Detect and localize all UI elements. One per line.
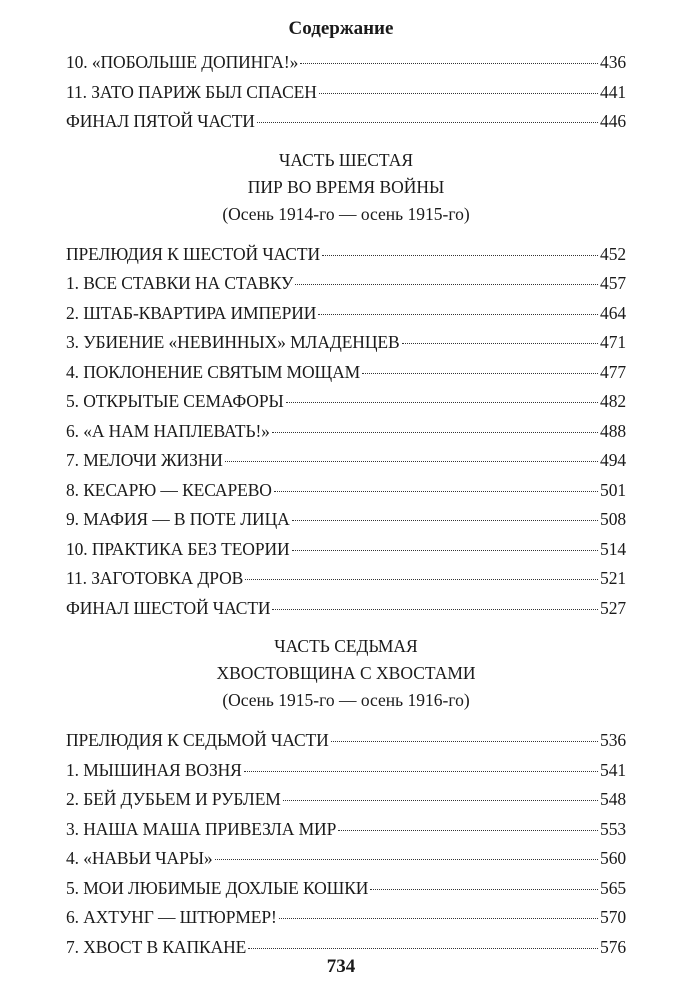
toc-entry-title: ФИНАЛ ПЯТОЙ ЧАСТИ: [66, 111, 255, 131]
dot-leader: [292, 510, 598, 521]
toc-entry: [66, 564, 626, 594]
running-header: Содержание: [288, 18, 394, 39]
toc-entry-page: 457: [600, 273, 626, 293]
toc-entry-title: 5. МОИ ЛЮБИМЫЕ ДОХЛЫЕ КОШКИ: [66, 877, 369, 898]
toc-list-part7: [66, 726, 626, 962]
part-period: (Осень 1914-го — осень 1915-го): [222, 203, 470, 224]
toc-entry: [66, 328, 626, 358]
toc-entry-page: 570: [600, 907, 626, 927]
toc-entry: [66, 299, 626, 329]
toc-entry-title: 9. МАФИЯ — В ПОТЕ ЛИЦА: [66, 509, 290, 529]
toc-entry: [66, 756, 626, 786]
toc-entry: [66, 505, 626, 535]
toc-entry-title: 7. МЕЛОЧИ ЖИЗНИ: [66, 450, 223, 470]
toc-entry-page: 464: [600, 302, 626, 323]
table-of-contents: [66, 48, 626, 962]
part-title: ПИР ВО ВРЕМЯ ВОЙНЫ: [247, 176, 445, 197]
toc-entry-page: 477: [600, 361, 626, 382]
dot-leader: [322, 245, 598, 256]
dot-leader: [272, 422, 598, 433]
toc-entry: [66, 387, 626, 417]
dot-leader: [215, 849, 599, 860]
part-title: ХВОСТОВЩИНА С ХВОСТАМИ: [216, 663, 476, 683]
toc-entry-page: 521: [600, 568, 626, 588]
toc-entry: [66, 107, 626, 137]
dot-leader: [300, 53, 598, 64]
dot-leader: [245, 569, 598, 580]
toc-entry: [66, 269, 626, 299]
toc-entry: [66, 844, 626, 874]
toc-entry-title: 6. АХТУНГ — ШТЮРМЕР!: [66, 907, 277, 927]
toc-entry-page: 471: [600, 332, 626, 352]
dot-leader: [292, 540, 599, 551]
toc-entry: [66, 476, 626, 506]
toc-entry-title: 3. НАША МАША ПРИВЕЗЛА МИР: [66, 818, 337, 839]
toc-entry-title: 4. ПОКЛОНЕНИЕ СВЯТЫМ МОЩАМ: [66, 361, 361, 382]
toc-entry-page: 541: [600, 759, 626, 780]
toc-entry-page: 482: [600, 391, 626, 411]
toc-entry-title: 10. «ПОБОЛЬШЕ ДОПИНГА!»: [66, 52, 299, 72]
toc-entry-title: 3. УБИЕНИЕ «НЕВИННЫХ» МЛАДЕНЦЕВ: [66, 332, 400, 352]
toc-entry: [66, 726, 626, 756]
toc-entry-title: 2. ШТАБ-КВАРТИРА ИМПЕРИИ: [66, 302, 317, 323]
toc-entry: [66, 903, 626, 933]
toc-entry-page: 501: [600, 479, 626, 500]
toc-entry: [66, 815, 626, 845]
toc-entry: [66, 48, 626, 78]
dot-leader: [248, 938, 598, 949]
dot-leader: [225, 451, 598, 462]
toc-entry-title: 1. МЫШИНАЯ ВОЗНЯ: [66, 759, 242, 780]
toc-entry-page: 576: [600, 936, 626, 957]
dot-leader: [272, 599, 598, 610]
dot-leader: [257, 112, 598, 123]
toc-entry-title: ПРЕЛЮДИЯ К СЕДЬМОЙ ЧАСТИ: [66, 730, 329, 750]
dot-leader: [318, 304, 598, 315]
toc-entry-page: 446: [600, 111, 626, 131]
toc-entry-title: 2. БЕЙ ДУБЬЕМ И РУБЛЕМ: [66, 789, 281, 809]
toc-entry: [66, 78, 626, 108]
toc-entry-title: 11. ЗАГОТОВКА ДРОВ: [66, 568, 244, 588]
dot-leader: [279, 908, 598, 919]
toc-entry-title: 8. КЕСАРЮ — КЕСАРЕВО: [66, 479, 272, 500]
toc-entry-page: 488: [600, 420, 626, 441]
toc-entry-page: 436: [600, 52, 626, 72]
toc-entry-title: 4. «НАВЬИ ЧАРЫ»: [66, 848, 213, 868]
toc-entry-page: 514: [600, 538, 626, 559]
toc-entry: [66, 874, 626, 904]
toc-entry: [66, 358, 626, 388]
toc-entry-page: 565: [600, 877, 626, 898]
dot-leader: [319, 83, 598, 94]
toc-entry-title: 11. ЗАТО ПАРИЖ БЫЛ СПАСЕН: [66, 81, 317, 102]
dot-leader: [402, 333, 599, 344]
dot-leader: [274, 481, 598, 492]
toc-entry-page: 536: [600, 730, 626, 750]
part-period: (Осень 1915-го — осень 1916-го): [222, 690, 470, 710]
toc-entry-page: 548: [600, 789, 626, 809]
dot-leader: [295, 274, 598, 285]
page-number: 734: [326, 956, 356, 977]
toc-entry: [66, 785, 626, 815]
dot-leader: [338, 820, 598, 831]
toc-entry-title: 10. ПРАКТИКА БЕЗ ТЕОРИИ: [66, 538, 290, 559]
toc-list-part6: [66, 240, 626, 624]
toc-entry: [66, 446, 626, 476]
toc-entry-page: 441: [600, 81, 626, 102]
toc-entry: [66, 594, 626, 624]
toc-entry-title: 1. ВСЕ СТАВКИ НА СТАВКУ: [66, 273, 294, 293]
dot-leader: [362, 363, 598, 374]
toc-entry: [66, 240, 626, 270]
part-label: ЧАСТЬ СЕДЬМАЯ: [274, 636, 418, 656]
toc-entry-title: 7. ХВОСТ В КАПКАНЕ: [66, 936, 247, 957]
toc-entry-title: ФИНАЛ ШЕСТОЙ ЧАСТИ: [66, 597, 271, 618]
toc-list-top: [66, 48, 626, 137]
dot-leader: [244, 761, 598, 772]
part-label: ЧАСТЬ ШЕСТАЯ: [278, 149, 414, 170]
toc-entry-page: 553: [600, 818, 626, 839]
toc-entry: [66, 535, 626, 565]
dot-leader: [331, 731, 598, 742]
toc-entry-page: 527: [600, 597, 626, 618]
toc-entry-page: 452: [600, 243, 626, 264]
dot-leader: [283, 790, 598, 801]
toc-entry-title: ПРЕЛЮДИЯ К ШЕСТОЙ ЧАСТИ: [66, 243, 321, 264]
toc-entry: [66, 417, 626, 447]
toc-entry-title: 6. «А НАМ НАПЛЕВАТЬ!»: [66, 420, 270, 441]
dot-leader: [286, 392, 598, 403]
toc-entry-title: 5. ОТКРЫТЫЕ СЕМАФОРЫ: [66, 391, 284, 411]
toc-entry-page: 508: [600, 509, 626, 529]
toc-entry-page: 560: [600, 848, 626, 868]
toc-entry-page: 494: [600, 450, 626, 470]
dot-leader: [370, 879, 598, 890]
